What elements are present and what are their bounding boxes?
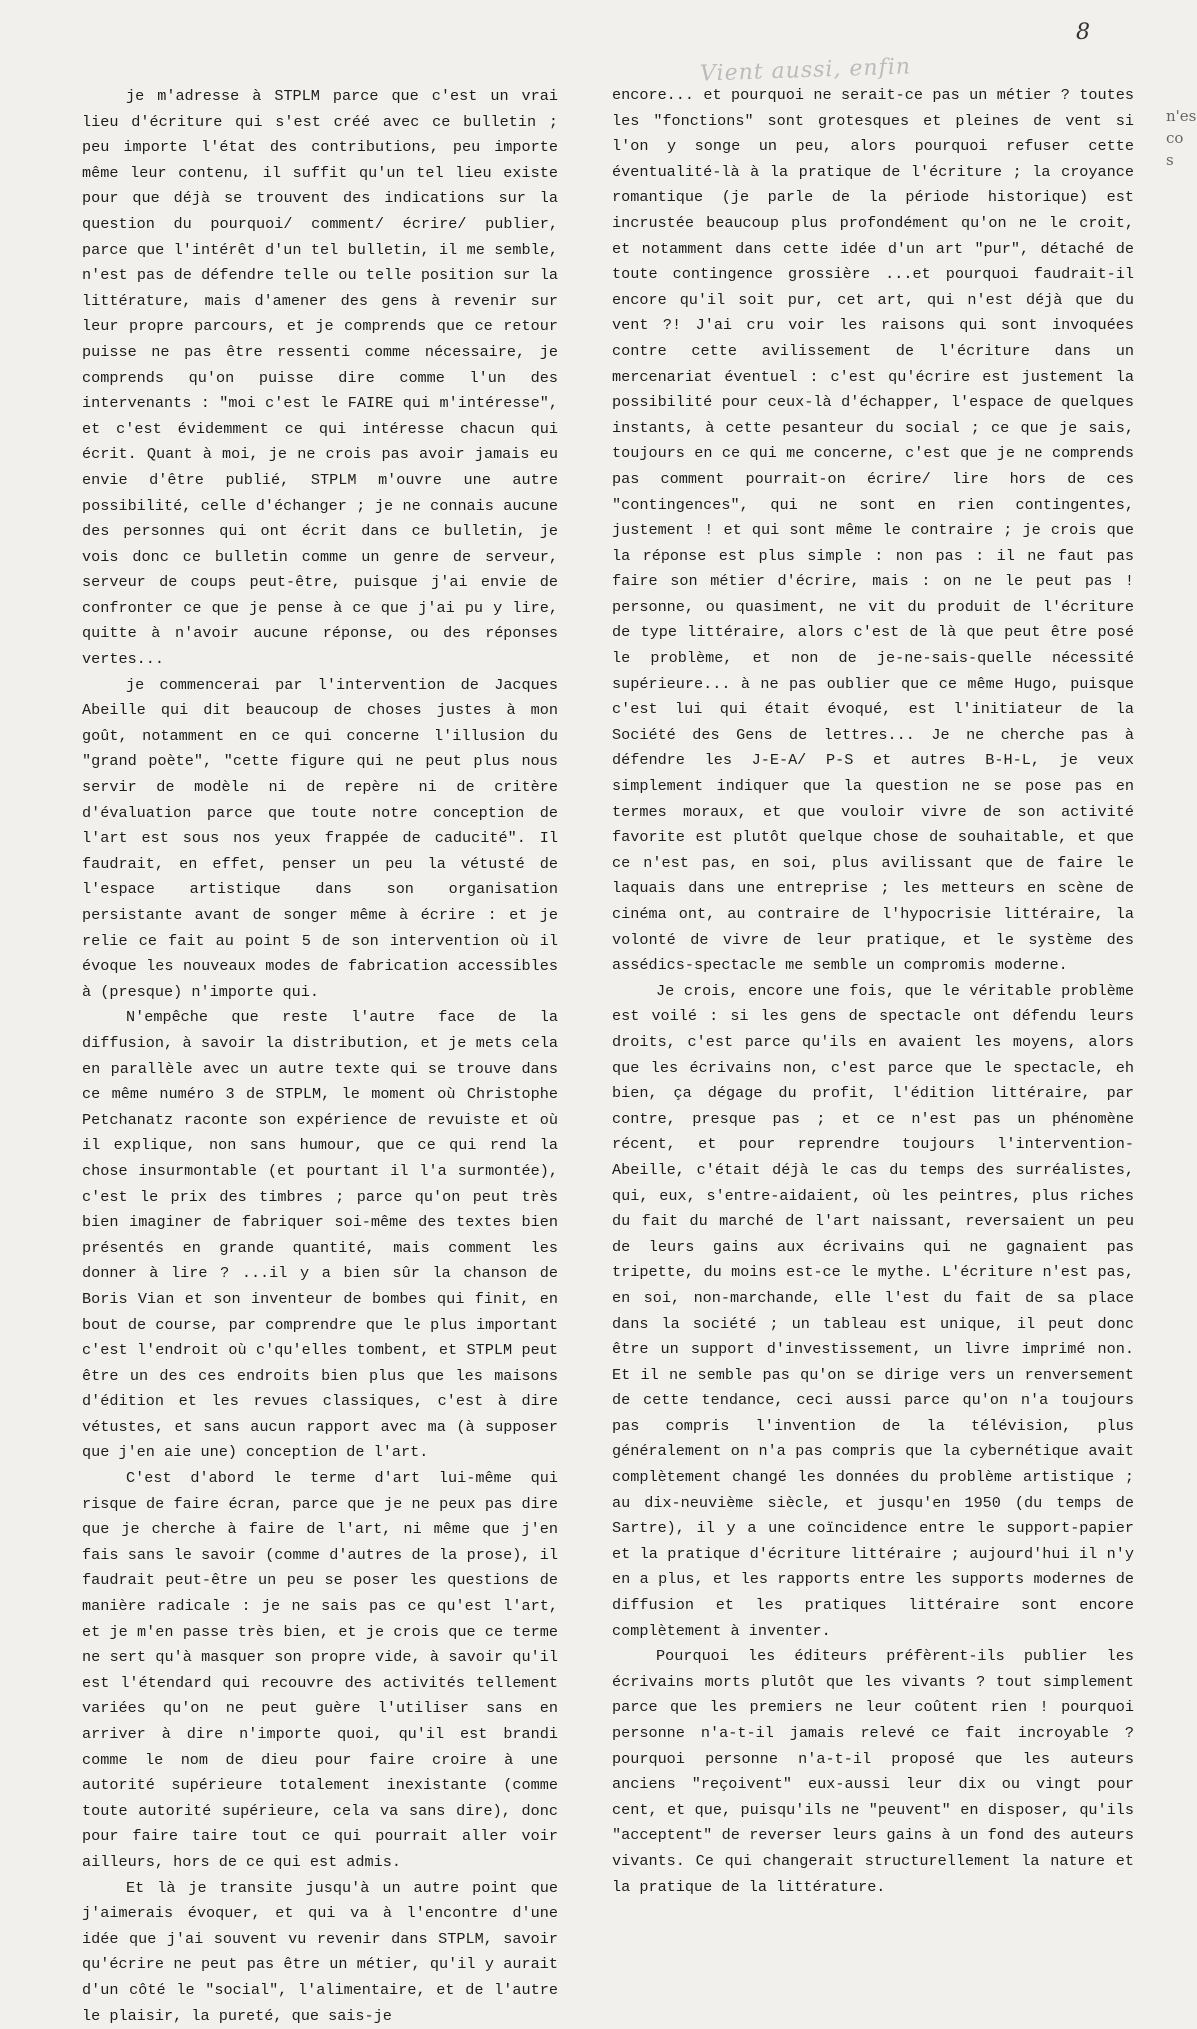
margin-note-line: co — [1166, 129, 1184, 147]
handwritten-note: Vient aussi, enfin — [699, 54, 912, 87]
paragraph: encore... et pourquoi ne serait-ce pas un métier ? toutes les "fonctions" sont grotesques et pleines de vent si l'on y songe un peu, alors pourquoi refuser cette éventualité-là à la pratique de l'écriture ; la croyance romantique (je parle de la période historique) est incrustée beaucoup plus profondément qu'on ne le croit, et notamment dans cette idée d'un art "pur", détaché de toute contingence grossière ...et pourquoi faudrait-il encore qu'il soit pur, cet art, qui n'est déjà que du vent ?! J'ai cru voir les raisons qui sont invoquées contre cette avilissement de l'écriture dans un mercenariat éventuel : c'est qu'écrire est justement la possibilité pour ceux-là d'échapper, l'espace de quelques instants, à cette pesanteur du social ; ce que je sais, toujours en ce qui me concerne, c'est que je ne comprends pas comment pourrait-on écrire/ lire hors de ces "contingences", qui ne sont en rien contingentes, justement ! et qui sont même le contraire ; je crois que la réponse est plus simple : non pas : il ne faut pas faire son métier d'écrire, mais : on ne le peut pas ! personne, ou quasiment, ne vit du produit de l'écriture de type littéraire, alors c'est de là que peut être posé le problème, et non de je-ne-sais-quelle nécessité supérieure... à ne pas oublier que ce même Hugo, puisque c'est lui qui était évoqué, est l'initiateur de la Société des Gens de lettres... Je ne cherche pas à défendre les J-E-A/ P-S et autres B-H-L, je veux simplement indiquer que la question ne se pose pas en termes moraux, et que vouloir vivre de son activité favorite est plutôt quelque chose de souhaitable, et que ce n'est pas, en soi, plus avilissant que de faire le laquais dans une entreprise ; les metteurs en scène de cinéma ont, au contraire de l'hypocrisie littéraire, la volonté de vivre de leur pratique, et le système des assédics-spectacle me semble un compromis moderne. — [612, 86, 1134, 975]
paragraph: je m'adresse à STPLM parce que c'est un vrai lieu d'écriture qui s'est créé avec ce bulletin ; peu importe l'état des contributions, peu importe même leur contenu, il suffit qu'un tel lieu existe pour que déjà se trouvent des indications sur la question du pourquoi/ comment/ écrire/ publier, parce que l'intérêt d'un tel bulletin, il me semble, n'est pas de défendre telle ou telle position sur la littérature, mais d'amener des gens à revenir sur leur propre parcours, et je comprends que ce retour puisse ne pas être ressenti comme nécessaire, je comprends qu'on puisse dire comme l'un des intervenants : "moi c'est le FAIRE qui m'intéresse", et c'est évidemment ce qui intéresse chacun qui écrit. Quant à moi, je ne crois pas avoir jamais eu envie d'être publié, STPLM m'ouvre une autre possibilité, celle d'échanger ; je ne connais aucune des personnes qui ont écrit dans ce bulletin, je vois donc ce bulletin comme un genre de serveur, serveur de coups peut-être, puisque j'ai envie de confronter ce que je pense à ce que j'ai pu y lire, quitte à n'avoir aucune réponse, ou des réponses vertes... — [82, 87, 558, 669]
paragraph: Je crois, encore une fois, que le véritable problème est voilé : si les gens de spectacle ont défendu leurs droits, c'est parce qu'ils en avaient les moyens, alors que les écrivains non, c'est parce que le spectacle, eh bien, ça dégage du profit, l'édition littéraire, par contre, presque pas ; et ce n'est pas un phénomène récent, et pour reprendre toujours l'intervention-Abeille, c'était déjà le cas du temps des surréalistes, qui, eux, s'entre-aidaient, où les peintres, plus riches du fait du marché de l'art naissant, reversaient un peu de leurs gains aux écrivains qui ne gagnaient pas tripette, du moins est-ce le mythe. L'écriture n'est pas, en soi, non-marchande, elle l'est du fait de sa place dans la société ; un tableau est unique, il peut donc être un support d'investissement, un livre imprimé non. Et il ne semble pas qu'on se dirige vers un renversement de cette tendance, ceci aussi parce qu'on n'a toujours pas compris l'invention de la télévision, plus généralement on n'a pas compris que la cybernétique avait complètement changé les données du problème artistique ; au dix-neuvième siècle, et jusqu'en 1950 (du temps de Sartre), il y a une coïncidence entre le support-papier et la pratique d'écriture littéraire ; aujourd'hui il n'y en a plus, et les rapports entre les supports modernes de diffusion et les pratiques littéraire sont encore complètement à inventer. — [612, 981, 1134, 1640]
paragraph: Et là je transite jusqu'à un autre point que j'aimerais évoquer, et qui va à l'encontre d'une idée que j'ai souvent vu revenir dans STPLM, savoir qu'écrire ne peut pas être un métier, qu'il y aurait d'un côté le "social", l'alimentaire, et de l'autre le plaisir, la pureté, que sais-je — [82, 1878, 558, 2025]
paragraph: Pourquoi les éditeurs préfèrent-ils publier les écrivains morts plutôt que les vivants ? tout simplement parce que les premiers ne leur coûtent rien ! pourquoi personne n'a-t-il jamais relevé ce fait incroyable ? pourquoi personne n'a-t-il proposé que les auteurs anciens "reçoivent" eux-aussi leur dix ou vingt pour cent, et que, puisqu'ils ne "peuvent" en disposer, qu'ils "acceptent" de reverser leurs gains à un fond des auteurs vivants. Ce qui changerait structurellement la nature et la pratique de la littérature. — [612, 1647, 1134, 1896]
paragraph: C'est d'abord le terme d'art lui-même qui risque de faire écran, parce que je ne peux pas dire que je cherche à faire de l'art, ni même que j'en fais sans le savoir (comme d'autres de la prose), il faudrait peut-être un peu se poser les questions de manière radicale : je ne sais pas ce qu'est l'art, et je m'en passe très bien, et je crois que ce terme ne sert qu'à masquer son propre vide, à savoir qu'il est l'étendard qui recouvre des activités tellement variées qu'on ne peut guère l'utiliser sans en arriver à dire n'importe quoi, qu'il est brandi comme le nom de dieu pour faire croire à une autorité supérieure totalement inexistante (comme toute autorité supérieure, cela va sans dire), donc pour faire taire tout ce qui pourrait aller voir ailleurs, hors de ce qui est admis. — [82, 1469, 558, 1871]
paragraph: N'empêche que reste l'autre face de la diffusion, à savoir la distribution, et je mets cela en parallèle avec un autre texte qui se trouve dans ce même numéro 3 de STPLM, le moment où Christophe Petchanatz raconte son expérience de revuiste et où il explique, non sans humour, que ce qui rend la chose insurmontable (et pourtant il l'a surmontée), c'est le prix des timbres ; parce qu'on peut très bien imaginer de fabriquer soi-même des textes bien présentés en grande quantité, mais comment les donner à lire ? ...il y a bien sûr la chanson de Boris Vian et son inventeur de bombes qui finit, en bout de course, par comprendre que le plus important c'est l'endroit où c'qu'elles tombent, et STPLM peut être un des ces endroits bien plus que les maisons d'édition et les revues classiques, c'est à dire vétustes, et sans aucun rapport avec ma (à supposer que j'en aie une) conception de l'art. — [82, 1008, 558, 1462]
right-column — [612, 83, 1134, 1900]
paragraph: je commencerai par l'intervention de Jacques Abeille qui dit beaucoup de choses justes à mon goût, notamment en ce qui concerne l'illusion du "grand poète", "cette figure qui ne peut plus nous servir de modèle ni de repère ni de critère d'évaluation parce que toute notre conception de l'art est sous nos yeux frappée de caducité". Il faudrait, en effet, penser un peu la vétusté de l'espace artistique dans son organisation persistante avant de songer même à écrire : et je relie ce fait au point 5 de son intervention où il évoque les nouveaux modes de fabrication accessibles à (presque) n'importe qui. — [82, 675, 558, 1001]
margin-note-line: n'es — [1166, 107, 1197, 125]
margin-note — [1166, 105, 1196, 171]
page-number: 8 — [1076, 20, 1090, 45]
margin-note-line: s — [1166, 151, 1174, 169]
left-column — [82, 84, 558, 2029]
